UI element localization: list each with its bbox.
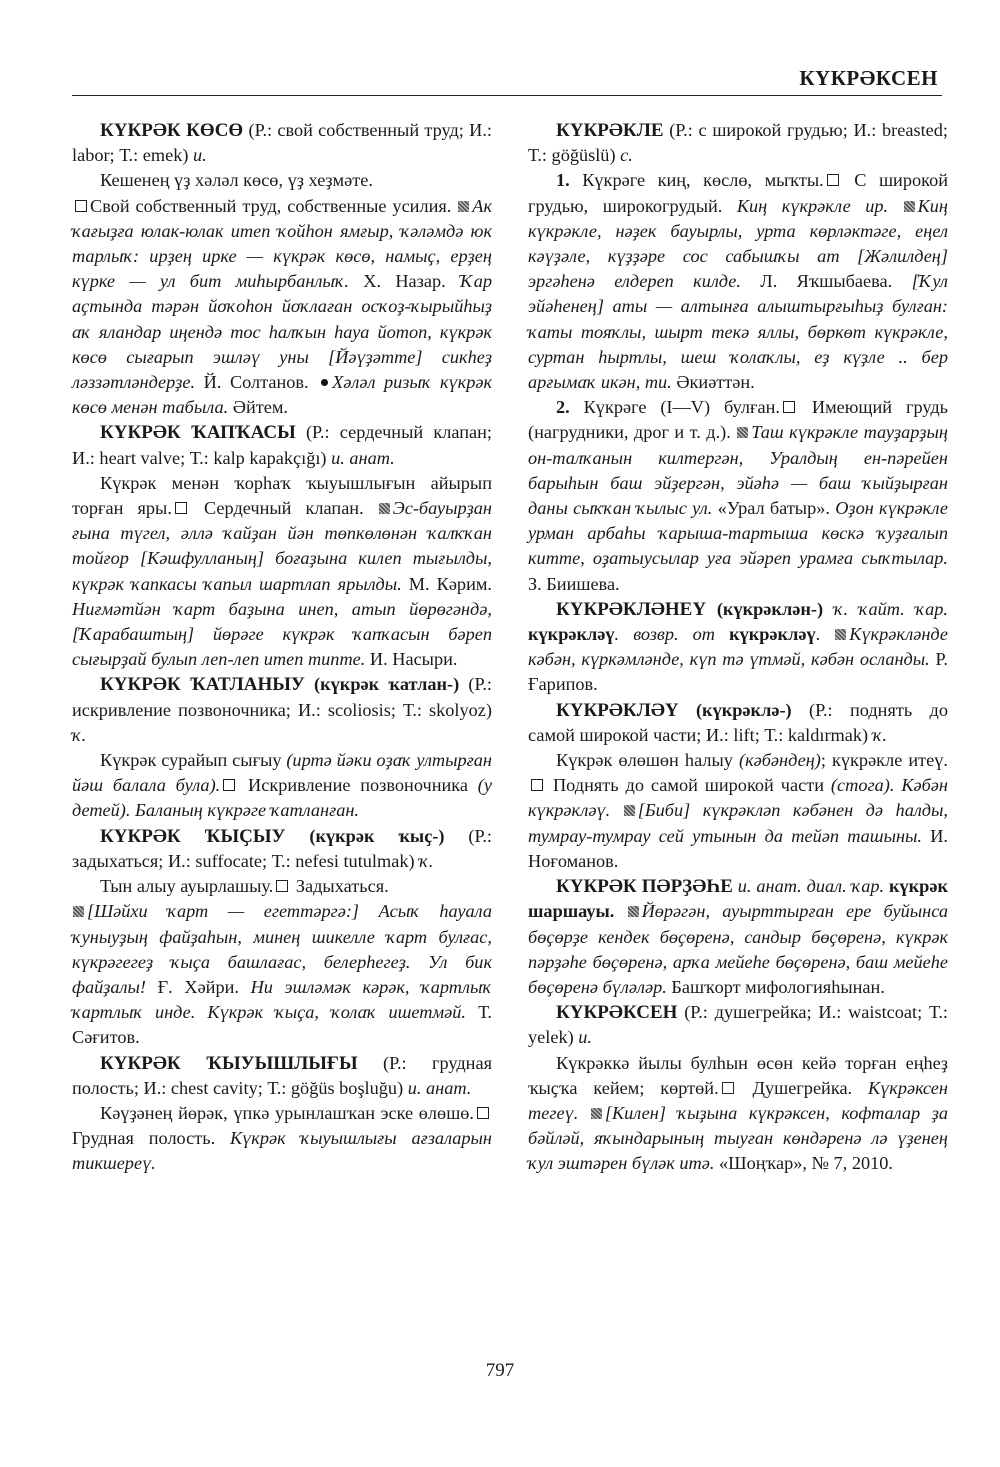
entry-meta: (Р.: грудная полость; И.: chest cavity; Т.: göğüs boşluğu) [72,1052,492,1098]
headword-form: (күкрәклә-) [678,699,792,720]
example-quote: Оҙон күкрәкле урман арбаһы ҡарыша-тартыша көскә ҡуҙғалып китте, оҙатыусылар уға эйәреп урамға сыҡтылар. [528,498,949,569]
sense-number: 1. [556,170,570,191]
entry-kukraklau [528,698,948,874]
headword: КҮКРӘКЛӘНЕҮ [556,598,707,620]
quote-author: Л. Яҡшыбаева. [740,271,912,292]
translation-box-icon [276,880,288,892]
entry-kukrakle [528,118,948,597]
headword-form: (күкрәклән-) [706,598,834,619]
example-quote: Ак ҡағыҙға юлак-юлак итеп ҡойһон ямғыр, ҡәләмдә юк тарлыҡ: ирҙең ирке — күкрәк көсө, намыҫ, ерҙең күрке — ул бит миһырбанлыҡ. [72,195,492,292]
quote-author: И. Ноғоманов. [528,825,949,871]
entry-meta: (Р.: свой собственный труд; И.: labor; Т.: emek) [72,120,492,166]
cross-ref: күкрәкләү [729,624,816,645]
example-quote: Эс-бауырҙан ғына түгел, әллә ҡайҙан йән төпкөлөнән ҡалҡҡан тойғор [Кәшфулланың] боғаҙына килеп тығылды, күкрәк ҡапкасы ҡапыл шартлап ярылды. [72,498,492,594]
entry-kukraklanyu: КҮКРӘКЛӘНЕҮ (күкрәклән-) ҡ. ҡайт. ҡар. күкрәкләү. возвр. от күкрәкләү. Күкрәкләнде кәбән, күркәмләнде, күп тә үтмәй, кәбән осланды. Р. Ғарипов. [528,598,949,695]
translation: Имеющий грудь (нагрудники, дрог и т. д.). [528,397,948,443]
translation: Сердечный клапан. [189,498,364,519]
translation-box-icon [783,401,795,413]
definition: Кәүҙәнең йөрәк, үпкә урынлашҡан эске өлөшө. [100,1102,474,1123]
headword-form: (күкрәк ҡыҫ-) [285,825,445,846]
translation: Искривление позвоночника [238,775,478,796]
entry-kukrak-parzahe [528,874,948,1000]
quote-author: Р. Ғарипов. [528,649,948,695]
quote-author: Й. Солтанов. [195,372,318,393]
example-quote: Йөрәгән, ауырттырған ере буйынса бөҫөрҙе кендек бөҫөренә, сандыр бөҫөренә, күкрәк пәрҙәһе бөҫөренә, арҡа мейеһе бөҫөренә, баш мейеһе бөҫөренә бүләләр. [528,901,948,997]
proverb-bullet-icon [321,379,328,386]
left-column [72,118,492,1177]
definition: Күкрәккә йылы булһын өсөн кейә торған еңһеҙ ҡыҫҡа кейем; көртөй. [528,1052,948,1098]
headword: КҮКРӘКЛЕ [556,120,664,141]
translation-box-icon [477,1107,489,1119]
translation-box-icon [175,502,187,514]
cross-ref-label: ҡар. [904,598,948,619]
quote-author: М. Кәрим. [401,573,492,594]
definition: Күкрәк өлөшөн һалыу [556,750,739,771]
example-quote: Ҡар аҫтында тәрән йоҡоһон йоҡлаған осҡоҙ-ҡырыйһыҙ аҡ яландар иңендә тос һалҡын һауа йотоп, күкрәк көсө сығарып эшләү уны [Йәүҙәтте] сикһеҙ ләззәтләндерҙе. [72,271,492,393]
quote-author: Башҡорт мифологияһынан. [666,976,885,997]
running-head: КҮКРӘКСЕН [799,66,938,90]
quote-author: Ғ. Хәйри. [145,976,251,997]
entry-meta: (Р.: душегрейка; И.: waistcoat; Т.: yelek) [528,1002,948,1048]
translation: Задыхаться. [291,876,389,897]
example-quote: Кәбән күкрәкләү. [528,775,948,821]
quote-author: Әйтем. [228,397,288,418]
quote-author: Х. Назар. [349,271,461,292]
entry-meta: (Р.: искривление позвоночника; И.: scoliosis; Т.: skolyoz) [72,674,492,720]
example-quote: Киң күкрәкле ир. [736,195,889,216]
example-marker-icon [591,1108,602,1119]
part-of-speech: и. анат. диал. ҡар. [732,876,889,897]
definition: Күкрәк менән ҡорһаҡ ҡыуышлығын айырып торған яры. [72,472,492,519]
translation: Свой собственный труд, собственные усилия. [90,195,452,216]
cross-ref: күкрәкләү [528,624,615,645]
translation: С широкой грудью, широкогрудый. [528,170,948,216]
headword: КҮКРӘКЛӘҮ [556,699,679,721]
translation-gloss: (стога). [830,775,895,796]
example-quote: [Килен] ҡыҙына күкрәксен, кофталар ҙа бәйләй, яҡындарының тыуған көндәренә лә үҙенең ҡул эштәрен бүләк итә. [528,1102,948,1174]
headword: КҮКРӘК КӨСӨ [100,120,244,141]
part-of-speech: и. [578,1027,592,1048]
quote-author: Әкиәттән. [671,372,755,393]
example-marker-icon [835,629,846,640]
part-of-speech: и. анат. [407,1077,472,1098]
translation-gloss: (у детей). [72,775,492,821]
quote-author: З. Биишева. [528,573,620,594]
translation: Душегрейка. [736,1077,868,1098]
header-rule [72,95,942,96]
entry-meta: (Р.: сердечный клапан; И.: heart valve; Т.: kalp kapakçığı) [72,422,492,468]
right-column [528,118,948,1177]
example-marker-icon [624,805,635,816]
sense-number: 2. [556,397,570,418]
translation-box-icon [223,779,235,791]
quote-author: «Шоңҡар», № 7, 2010. [714,1153,893,1174]
example-quote: [Биби] күкрәкләп кәбәнен дә һалды, тумрау-тумрау сей утынын да тейәп ташыны. [528,800,949,846]
definition: Күкрәк сурайып сығыу [100,750,287,771]
translation-box-icon [722,1082,734,1094]
part-of-speech: и. [193,145,207,166]
example-marker-icon [904,201,915,212]
part-of-speech: ҡ. [872,724,887,745]
headword-form: (күкрәк ҡатлан-) [304,674,460,695]
example-quote: Ниғмәтйән ҡарт баҙына инеп, атып йөрөгәндә, [Ҡарабаштың] йөрәге күкрәк ҡапҡасын бәреп сығырҙай булып леп-леп итеп типте. [72,598,492,670]
part-of-speech: ҡ. [419,850,434,871]
example-quote: Баланың күкрәге ҡатланған. [130,800,360,821]
example-quote: Күкрәксен тегеү. [528,1077,948,1123]
part-of-speech: и. анат. [331,447,395,468]
example-marker-icon [73,906,84,917]
cross-ref-label: . возвр. от [614,624,730,645]
entry-kukrak-kysyu [72,824,492,1051]
quote-author: Т. Сәғитов. [72,1002,492,1048]
definition: Тын алыу ауырлашыу. [100,876,274,897]
entry-kukrak-kose [72,118,492,420]
part-of-speech: с. [620,145,633,166]
example-quote: Күкрәкләнде кәбән, күркәмләнде, күп тә үтмәй, кәбән осланды. [528,624,949,670]
example-quote: [Шәйхи ҡарт — егеттәргә:] Асыҡ һауала ҡуныуҙың файҙаһын, минең шикелле ҡарт булғас, күкрәгегеҙ ҡыҫа башлағас, белерһегеҙ. Ул бик файҙалы! [72,901,492,997]
example-quote: Күкрәк ҡыуышлығы ағзаларын тикшереү. [72,1128,492,1174]
example-marker-icon [458,201,469,212]
entry-meta: (Р.: поднять до самой широкой части; И.: lift; Т.: kaldırmak) [528,699,948,745]
example-quote: Хәләл ризыҡ күкрәк көсө менән табыла. [72,372,493,418]
translation-box-icon [531,779,543,791]
headword: КҮКРӘК ҠАПҠАСЫ [100,422,296,444]
quote-author: «Урал батыр». [712,498,836,519]
definition-gloss: (иртә йәки оҙаҡ ултырған йәш балала була). [72,750,492,796]
headword: КҮКРӘК ҠАТЛАНЫУ [100,674,305,696]
definition: Күкрәге киң, көслө, мыҡты. [569,170,824,191]
entry-kukrak-kyuyshlygy [72,1051,492,1177]
translation: Грудная полость. [72,1128,231,1149]
example-quote: Таш күкрәкле тауҙарҙың он-талҡанын килтергән, Уралдың ен-пәрейен барыһын баш эйҙергән, эйәһә — баш ҡыйҙырған даны сыҡҡан ҡылыс ул. [528,422,949,519]
example-marker-icon [628,906,639,917]
entry-kukrak-katlanyu [72,672,492,823]
translation-box-icon [75,200,87,212]
translation-box-icon [827,174,839,186]
example-quote: Киң күкрәкле, нәҙек бауырлы, урта көрләктәге, еңел кәүҙәле, күҙҙәре сос сабышҡы ат [Жәлилдең] эргәһенә елдереп килде. [528,195,948,292]
definition: Күкрәге (I—V) булған. [569,397,780,418]
headword: КҮКРӘК ҠЫҪЫУ [100,825,286,847]
definition-gloss: (кәбәндең) [738,750,821,771]
example-quote: [Ҡул эйәһенең] аты — алтынға алыштырғыһыҙ булған: ҡаты тояҡлы, шырт текә яллы, бөркөт күкрәкле, суртан һыртлы, шеш ҡолаҡлы, еҙ күҙле .. бер арғымаҡ икән, ти. [528,271,948,393]
part-of-speech: ҡ. [72,724,87,745]
example-quote: Ни эшләмәк кәрәк, ҡартлыҡ ҡартлыҡ инде. Күкрәк ҡыҫа, ҡолаҡ ишетмәй. [72,976,492,1023]
entry-meta: (Р.: задыхаться; И.: suffocate; Т.: nefesi tutulmak) [72,825,492,871]
definition: Кешенең үҙ хәләл көсө, үҙ хеҙмәте. [100,170,373,191]
headword: КҮКРӘК ҠЫУЫШЛЫҒЫ [100,1052,358,1074]
example-marker-icon [737,427,748,438]
headword: КҮКРӘКСЕН [556,1002,678,1024]
translation: Поднять до самой широкой части [546,775,831,796]
quote-author: И. Насыри. [365,649,458,670]
example-marker-icon [379,503,390,514]
page-number: 797 [485,1360,515,1381]
entry-kukraksen [528,1000,948,1176]
part-of-speech: ҡ. ҡайт. [833,598,905,619]
definition: ; күкрәкле итеү. [820,750,948,771]
entry-meta: (Р.: с широкой грудью; И.: breasted; Т.: göğüslü) [528,120,948,166]
entry-kukrak-kapkasy [72,420,492,672]
cross-ref: күкрәк шаршауы. [528,876,948,922]
headword: КҮКРӘК ПӘРҘӘҺЕ [556,876,733,898]
